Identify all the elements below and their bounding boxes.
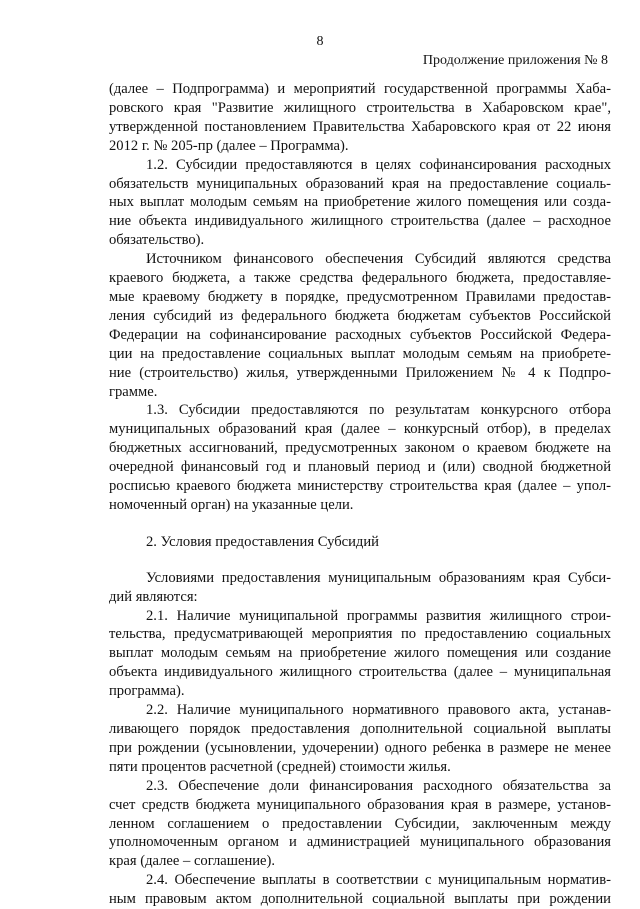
text-line: Федерации на софинансирование расходных субъектов Российской Федера- bbox=[109, 326, 611, 343]
document-body bbox=[109, 80, 611, 909]
paragraph-2-2 bbox=[109, 701, 611, 777]
text-line: 2.3. Обеспечение доли финансирования расходного обязательства за bbox=[146, 777, 611, 794]
text-line: бюджетных ассигнований, предусмотренных законом о краевом бюджете на bbox=[109, 440, 611, 457]
text-line: программа). bbox=[109, 683, 185, 700]
text-line: ных выплат молодым семьям на приобретение жилого помещения или созда- bbox=[109, 194, 611, 211]
appendix-continuation-label: Продолжение приложения № 8 bbox=[422, 53, 608, 68]
text-line: счет средств бюджета муниципального образования края в размере, установ- bbox=[109, 796, 611, 813]
text-line: края (далее – соглашение). bbox=[109, 853, 276, 870]
text-line: ным правовым актом дополнительной социальной выплаты при рождении bbox=[109, 891, 611, 908]
text-line: дий являются: bbox=[109, 588, 198, 605]
text-line: номоченный орган) на указанные цели. bbox=[109, 496, 354, 513]
paragraph-intro-continuation bbox=[109, 80, 611, 156]
paragraph-2-4 bbox=[109, 871, 611, 909]
text-line: 1.3. Субсидии предоставляются по результатам конкурсного отбора bbox=[146, 402, 611, 419]
text-line: обязательство). bbox=[109, 232, 205, 249]
text-line: краевого бюджета, а также средства федерального бюджета, предоставляе- bbox=[109, 270, 611, 287]
text-line: 1.2. Субсидии предоставляются в целях софинансирования расходных bbox=[146, 156, 611, 173]
text-line: очередной финансовый год и плановый период и (или) сводной бюджетной bbox=[109, 459, 611, 476]
text-line: выплат молодым семьям на приобретение жилого помещения или создание bbox=[109, 645, 611, 662]
text-line: ние (строительство) жилья, утвержденными Приложением № 4 к Подпро- bbox=[109, 364, 611, 381]
text-line: ции на предоставление социальных выплат молодым семьям на приобрете- bbox=[109, 345, 611, 362]
page-number: 8 bbox=[316, 34, 324, 49]
text-line: ровского края "Развитие жилищного строительства в Хабаровском крае", bbox=[109, 99, 611, 116]
text-line: при рождении (усыновлении, удочерении) одного ребенка в размере не менее bbox=[109, 739, 611, 756]
text-line: 2012 г. № 205-пр (далее – Программа). bbox=[109, 137, 349, 154]
paragraph-funding-source bbox=[109, 250, 611, 401]
paragraph-1-3 bbox=[109, 401, 611, 514]
text-line: ленном соглашением о предоставлении Субсидии, заключенным между bbox=[109, 815, 611, 832]
text-line: тельства, предусматривающей мероприятия по предоставлению социальных bbox=[109, 626, 611, 643]
text-line: муниципальных образований края (далее – конкурсный отбор), в пределах bbox=[109, 421, 611, 438]
text-line: ливающего порядок предоставления дополнительной социальной выплаты bbox=[109, 721, 611, 737]
text-line: росписью краевого бюджета министерству строительства края (далее – упол- bbox=[109, 478, 611, 495]
paragraph-1-2 bbox=[109, 156, 611, 251]
paragraph-2-3 bbox=[109, 777, 611, 872]
text-line: ние объекта индивидуального жилищного строительства (далее – расходное bbox=[109, 213, 611, 230]
text-line: мые краевому бюджету в порядке, предусмотренном Правилами предостав- bbox=[109, 288, 611, 305]
text-line: обязательств муниципальных образований края на предоставление социаль- bbox=[109, 175, 611, 192]
text-line: объекта индивидуального жилищного строительства (далее – муниципальная bbox=[109, 664, 611, 681]
text-line: утвержденной постановлением Правительства Хабаровского края от 22 июня bbox=[109, 118, 611, 135]
paragraph-2-1 bbox=[109, 607, 611, 702]
text-line: 2.1. Наличие муниципальной программы развития жилищного строи- bbox=[146, 607, 611, 624]
text-line: грамме. bbox=[109, 383, 158, 400]
text-line: 2.2. Наличие муниципального нормативного правового акта, устанав- bbox=[146, 702, 611, 719]
text-line: уполномоченным органом и администрацией муниципального образования bbox=[109, 834, 611, 851]
section-heading: 2. Условия предоставления Субсидий bbox=[146, 533, 379, 550]
text-line: Условиями предоставления муниципальным образованиям края Субси- bbox=[146, 569, 611, 586]
paragraph-conditions-intro bbox=[109, 569, 611, 607]
text-line: (далее – Подпрограмма) и мероприятий государственной программы Хаба- bbox=[109, 81, 611, 97]
text-line: ления субсидий из федерального бюджета бюджетам субъектов Российской bbox=[109, 307, 611, 324]
text-line: пяти процентов расчетной (средней) стоимости жилья. bbox=[109, 758, 451, 775]
text-line: Источником финансового обеспечения Субсидий являются средства bbox=[146, 251, 611, 268]
text-line: 2.4. Обеспечение выплаты в соответствии с муниципальным норматив- bbox=[146, 872, 611, 889]
